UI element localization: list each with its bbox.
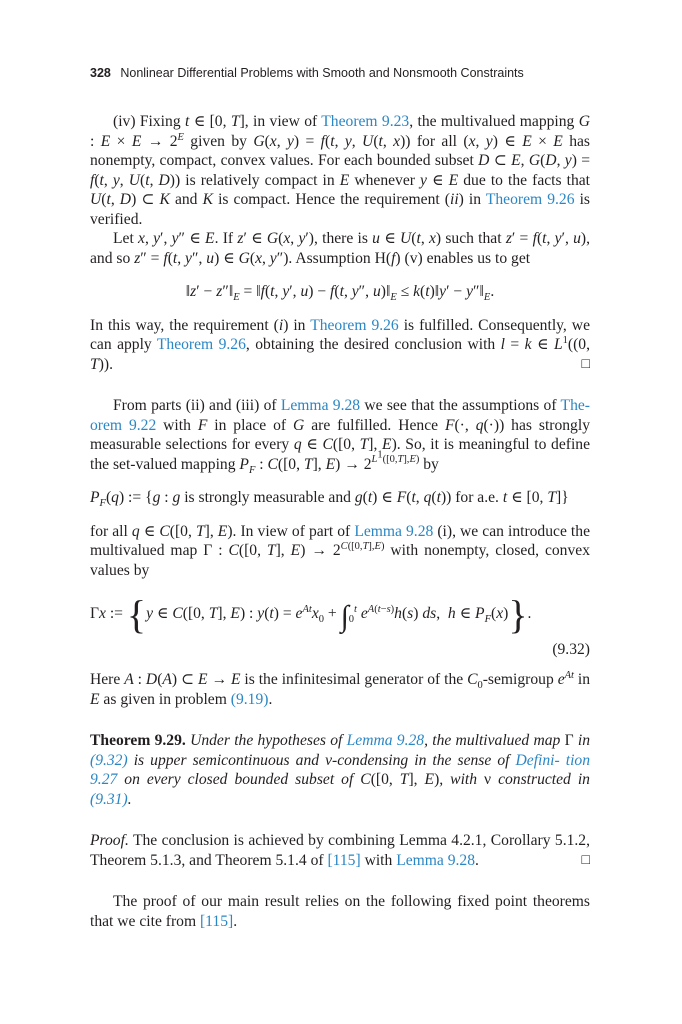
- paragraph-for-all: for all q ∈ C([0, T], E). In view of part of Lemma 9.28 (i), we can introduce the multivalued map Γ : C([0, T], $E) \to 2^{C([0,T],E)}$ with nonempty, closed, convex values by: [90, 522, 590, 579]
- qed-square-icon: □: [581, 356, 590, 372]
- theorem-9-26-link-2[interactable]: Theorem 9.26: [310, 316, 399, 334]
- display-inequality: ‖z′ − $z''‖_E$ = ‖f(t, y′, u) − f(t, y″, $u)‖_E$ ≤ k(t)‖y′ − $y''‖_E$.: [185, 283, 495, 304]
- page-number: 328: [90, 66, 111, 80]
- lemma-9-28-link[interactable]: Lemma 9.28: [280, 397, 361, 414]
- spacer: [90, 709, 590, 731]
- paragraph-iv: (iv) Fixing t ∈ [0, T], in view of Theorem 9.23, the multivalued mapping G : $E \times E \to 2^E$ given by G(x, y) = f(t, y, U(t, x)) for all (x, y) ∈ E × E has nonempty, compact, convex values. For each bounded subset D ⊂ E, G(D, y) = f(t, y, U(t, D)) is relatively compact in E whenever y ∈ E due to the facts that U(t, D) ⊂ K and K is compact. Hence the requirement (ii) in Theorem 9.26 is verified.: [90, 113, 591, 228]
- theorem-9-29: Theorem 9.29. Under the hypotheses of Lemma 9.28, the multivalued map Γ in (9.32) is upper semicontinuous and ν-condensing in the sense of Defini- tion 9.27 on every closed bounded subset of C([0, T], E), with ν constructed in (9.31).: [90, 732, 591, 808]
- display-pf-definition: $P_F(q)$ := {g : g is strongly measurable and g(t) ∈ F(t, q(t)) for a.e. t ∈ [0, T]}: [90, 489, 569, 510]
- paragraph-here-a: Here A : D(A) ⊂ E → E is the infinitesimal generator of the $C_0$-semigroup $e^{At}$ in E as given in problem (9.19).: [90, 669, 590, 708]
- ref-115-link[interactable]: [115]: [327, 851, 361, 869]
- equation-body: Γx := {y ∈ C([0, T], E) : $y(t) = e^{At}x_0 + \int_0^t$ $e^{A(t-s)}h(s)$ ds, h ∈ $P_F(x)$}.: [90, 592, 532, 637]
- page-body: [90, 112, 590, 931]
- eq-9-32-link[interactable]: (9.32): [90, 751, 128, 769]
- theorem-label: Theorem 9.29.: [90, 732, 186, 749]
- paragraph-let: Let x, y′, y″ ∈ E. If z′ ∈ G(x, y′), there is u ∈ U(t, x) such that z′ = f(t, y′, u), and so z″ = f(t, y″, u) ∈ G(x, y″). Assumption H(f) (v) enables us to get: [90, 230, 591, 267]
- theorem-9-23-link[interactable]: Theorem 9.23: [321, 113, 410, 130]
- running-title: Nonlinear Differential Problems with Smooth and Nonsmooth Constraints: [120, 66, 524, 80]
- lemma-9-28-link-4[interactable]: Lemma 9.28: [396, 851, 476, 869]
- ref-115-link-2[interactable]: [115]: [199, 912, 234, 930]
- paragraph-in-this-way: In this way, the requirement (i) in Theorem 9.26 is fulfilled. Consequently, we can apply Theorem 9.26, obtaining the desired conclusion with l = k ∈ $L^1((0$, T)). □: [90, 316, 590, 373]
- paragraph-from-parts: From parts (ii) and (iii) of Lemma 9.28 we see that the assumptions of The- orem 9.22 with F in place of G are fulfilled. Hence F(·, q(·)) has strongly measurable selections for every q ∈ C([0, T], E). So, it is meaningful to define the set-valued mapping $P_F$ : C([0, T], $E) \to 2^{L^1([0,T],E)}$ by: [90, 397, 591, 476]
- proof-label: Proof.: [90, 832, 129, 849]
- eq-9-19-link[interactable]: (9.19): [230, 690, 269, 708]
- lemma-9-28-link-2[interactable]: Lemma 9.28: [354, 522, 434, 540]
- theorem-9-26-link[interactable]: Theorem 9.26: [485, 191, 575, 208]
- theorem-9-22-link-b[interactable]: orem 9.22: [90, 416, 157, 434]
- equation-9-32: [90, 592, 590, 660]
- running-header: [90, 66, 524, 80]
- eq-9-31-link[interactable]: (9.31): [90, 790, 128, 808]
- spacer: [90, 809, 590, 831]
- qed-square-icon: □: [581, 852, 590, 868]
- equation-number: (9.32): [552, 641, 590, 658]
- definition-9-27-link-a[interactable]: Defini-: [515, 751, 560, 769]
- spacer: [90, 870, 590, 892]
- lemma-9-28-link-3[interactable]: Lemma 9.28: [346, 732, 425, 749]
- theorem-9-22-link-a[interactable]: The-: [560, 397, 590, 414]
- proof-paragraph: Proof. The conclusion is achieved by combining Lemma 4.2.1, Corollary 5.1.2, Theorem 5.1.3, and Theorem 5.1.4 of [115] with Lemma 9.28. □: [90, 832, 590, 869]
- definition-9-27-link-b[interactable]: tion 9.27: [90, 751, 590, 788]
- theorem-9-26-link-3[interactable]: Theorem 9.26: [156, 336, 246, 353]
- spacer: [90, 374, 590, 396]
- paragraph-proof-of-main: The proof of our main result relies on the following fixed point theorems that we cite from [115].: [90, 893, 590, 930]
